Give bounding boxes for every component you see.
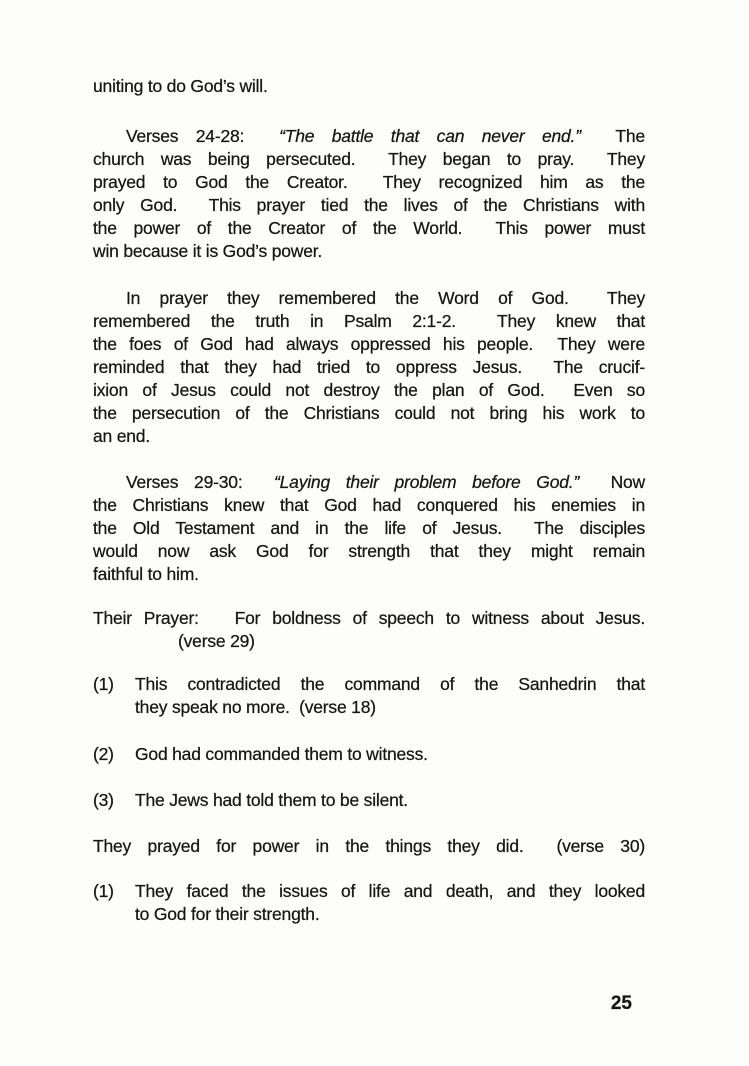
text-line bbox=[135, 880, 645, 903]
text-run: the Christians knew that God had conquered his enemies in bbox=[93, 495, 645, 515]
text-run: they speak no more. (verse 18) bbox=[135, 697, 376, 717]
text-line bbox=[93, 835, 645, 858]
text-line bbox=[93, 402, 645, 425]
text-line bbox=[93, 287, 645, 310]
list-item-text bbox=[135, 743, 645, 766]
text-run: They faced the issues of life and death, and they looked bbox=[135, 881, 645, 901]
list-item bbox=[93, 673, 645, 719]
text-run: uniting to do God’s will. bbox=[93, 76, 268, 96]
text-line bbox=[135, 789, 645, 812]
list-item bbox=[93, 880, 645, 926]
text-run: The Jews had told them to be silent. bbox=[135, 790, 408, 810]
text-line bbox=[93, 494, 645, 517]
page-number: 25 bbox=[610, 993, 632, 1014]
text-line bbox=[93, 217, 645, 240]
text-run: In prayer they remembered the Word of God. They bbox=[126, 288, 645, 308]
text-line bbox=[93, 471, 645, 494]
text-line bbox=[93, 630, 645, 653]
text-run: win because it is God’s power. bbox=[93, 241, 323, 261]
text-run: faithful to him. bbox=[93, 564, 199, 584]
text-line bbox=[93, 356, 645, 379]
text-line bbox=[93, 171, 645, 194]
text-blocks bbox=[93, 75, 645, 926]
text-line bbox=[93, 607, 645, 630]
text-run: They prayed for power in the things they did. (verse 30) bbox=[93, 836, 645, 856]
text-run: ixion of Jesus could not destroy the plan of God. Even so bbox=[93, 380, 645, 400]
list-marker: (3) bbox=[93, 790, 114, 810]
list-item-text bbox=[135, 880, 645, 926]
text-line bbox=[93, 333, 645, 356]
list-marker: (1) bbox=[93, 674, 114, 694]
italic-quote: “The battle that can never end.” bbox=[279, 126, 581, 146]
text-line bbox=[93, 379, 645, 402]
text-line bbox=[93, 194, 645, 217]
text-run: the persecution of the Christians could not bring his work to bbox=[93, 403, 645, 423]
text-line bbox=[93, 540, 645, 563]
text-line bbox=[135, 673, 645, 696]
text-line bbox=[135, 903, 645, 926]
labeled-block bbox=[93, 607, 645, 653]
text-line bbox=[93, 425, 645, 448]
text-run: (verse 29) bbox=[178, 631, 255, 651]
paragraph bbox=[93, 471, 645, 586]
text-line bbox=[93, 240, 645, 263]
text-run: Verses 29-30: bbox=[126, 472, 274, 492]
list-item-text bbox=[135, 789, 645, 812]
text-run: God had commanded them to witness. bbox=[135, 744, 428, 764]
list-marker: (1) bbox=[93, 881, 114, 901]
text-run: church was being persecuted. They began to pray. They bbox=[93, 149, 645, 169]
text-run: Their Prayer: For boldness of speech to witness about Jesus. bbox=[93, 608, 645, 628]
text-line bbox=[93, 125, 645, 148]
text-run: the Old Testament and in the life of Jesus. The disciples bbox=[93, 518, 645, 538]
list-item bbox=[93, 743, 645, 766]
text-line bbox=[93, 148, 645, 171]
paragraph bbox=[93, 125, 645, 263]
text-block bbox=[93, 835, 645, 858]
paragraph bbox=[93, 287, 645, 448]
text-run: the power of the Creator of the World. This power must bbox=[93, 218, 645, 238]
text-run: This contradicted the command of the Sanhedrin that bbox=[135, 674, 645, 694]
text-run: the foes of God had always oppressed his people. They were bbox=[93, 334, 645, 354]
text-run: remembered the truth in Psalm 2:1-2. They knew that bbox=[93, 311, 645, 331]
text-line bbox=[93, 310, 645, 333]
text-block bbox=[93, 75, 645, 98]
text-line bbox=[93, 75, 645, 98]
text-run: to God for their strength. bbox=[135, 904, 320, 924]
list-marker: (2) bbox=[93, 744, 114, 764]
list-item bbox=[93, 789, 645, 812]
text-run: Verses 24-28: bbox=[126, 126, 280, 146]
text-run: would now ask God for strength that they might remain bbox=[93, 541, 645, 561]
list-item-text bbox=[135, 673, 645, 719]
text-run: Now bbox=[579, 472, 645, 492]
text-run: only God. This prayer tied the lives of the Christians with bbox=[93, 195, 645, 215]
text-run: reminded that they had tried to oppress Jesus. The crucif- bbox=[93, 357, 645, 377]
text-line bbox=[93, 563, 645, 586]
text-line bbox=[93, 517, 645, 540]
text-line bbox=[135, 696, 645, 719]
italic-quote: “Laying their problem before God.” bbox=[274, 472, 580, 492]
text-run: an end. bbox=[93, 426, 150, 446]
text-run: The bbox=[580, 126, 645, 146]
text-run: prayed to God the Creator. They recognized him as the bbox=[93, 172, 645, 192]
text-line bbox=[135, 743, 645, 766]
